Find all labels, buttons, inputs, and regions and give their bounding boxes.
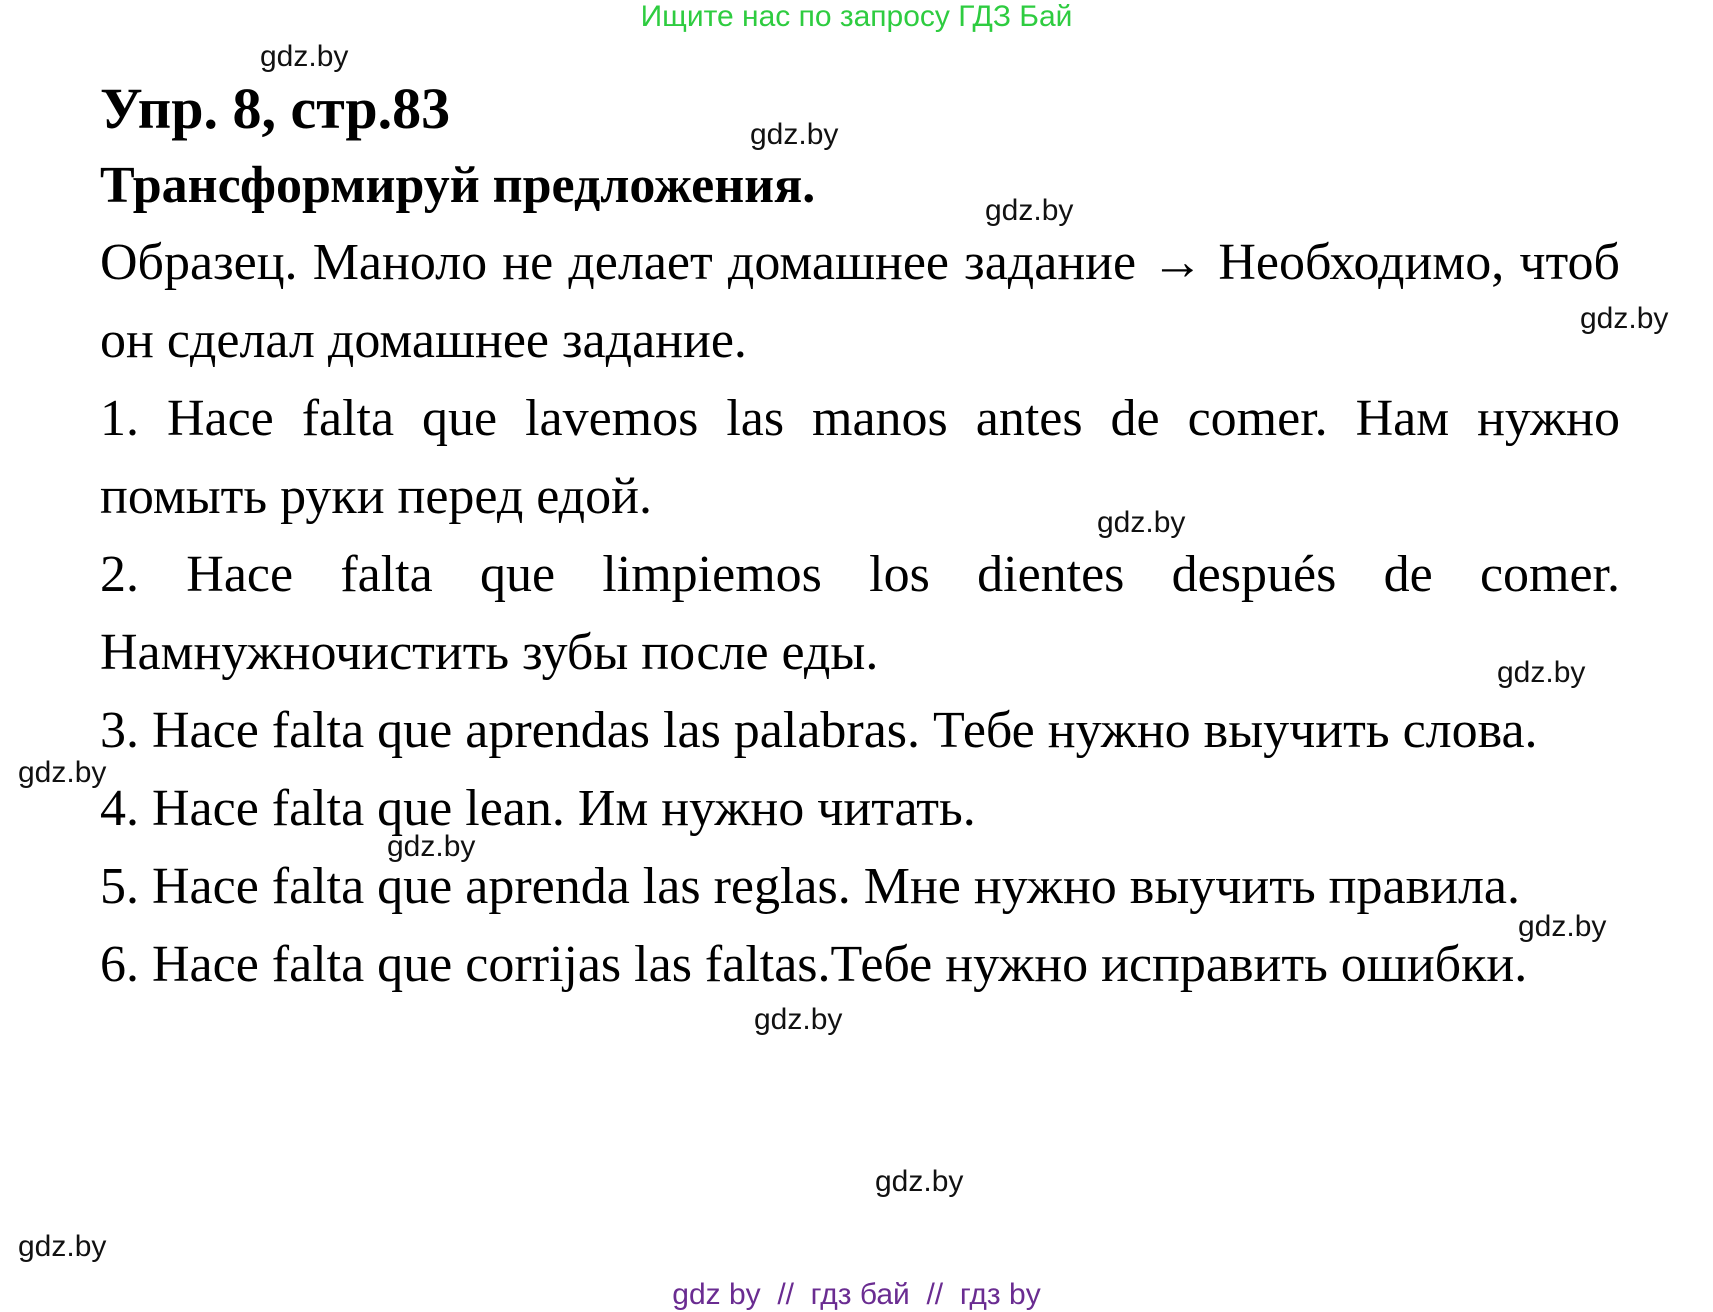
- item-5: 5. Hace falta que aprenda las reglas. Мне нужно выучить правила.: [100, 858, 1520, 915]
- watermark: gdz.by: [260, 40, 349, 73]
- watermark: gdz.by: [1518, 910, 1607, 943]
- exercise-title: Упр. 8, стр.83: [100, 76, 451, 141]
- example-text: Образец. Маноло не делает домашнее задание → Необходимо, чтоб он сделал домашнее задание.: [100, 234, 1620, 369]
- item-3: 3. Hace falta que aprendas las palabras. Тебе нужно выучить слова.: [100, 702, 1538, 759]
- watermark: gdz.by: [1497, 656, 1586, 689]
- watermark: gdz.by: [1097, 506, 1186, 539]
- watermark: gdz.by: [985, 194, 1074, 227]
- watermark: gdz.by: [1580, 302, 1669, 335]
- item-4: 4. Hace falta que lean. Им нужно читать.: [100, 780, 976, 837]
- watermark: gdz.by: [754, 1003, 843, 1036]
- item-6: 6. Hace falta que corrijas las faltas.Тебе нужно исправить ошибки.: [100, 936, 1528, 993]
- item-2: 2. Hace falta que limpiemos los dientes después de comer. Намнужночистить зубы после еды.: [100, 546, 1620, 681]
- watermark: gdz.by: [387, 830, 476, 863]
- watermark: gdz.by: [18, 756, 107, 789]
- footer: gdz by // гдз бай // гдз by: [672, 1278, 1041, 1311]
- exercise-instruction: Трансформируй предложения.: [100, 157, 816, 214]
- watermark: gdz.by: [18, 1230, 107, 1263]
- watermark: gdz.by: [875, 1165, 964, 1198]
- exercise-content: [100, 70, 1620, 1004]
- item-1: 1. Hace falta que lavemos las manos antes de comer. Нам нужно помыть руки перед едой.: [100, 390, 1620, 525]
- watermark: gdz.by: [750, 118, 839, 151]
- top-banner: Ищите нас по запросу ГДЗ Бай: [640, 0, 1073, 33]
